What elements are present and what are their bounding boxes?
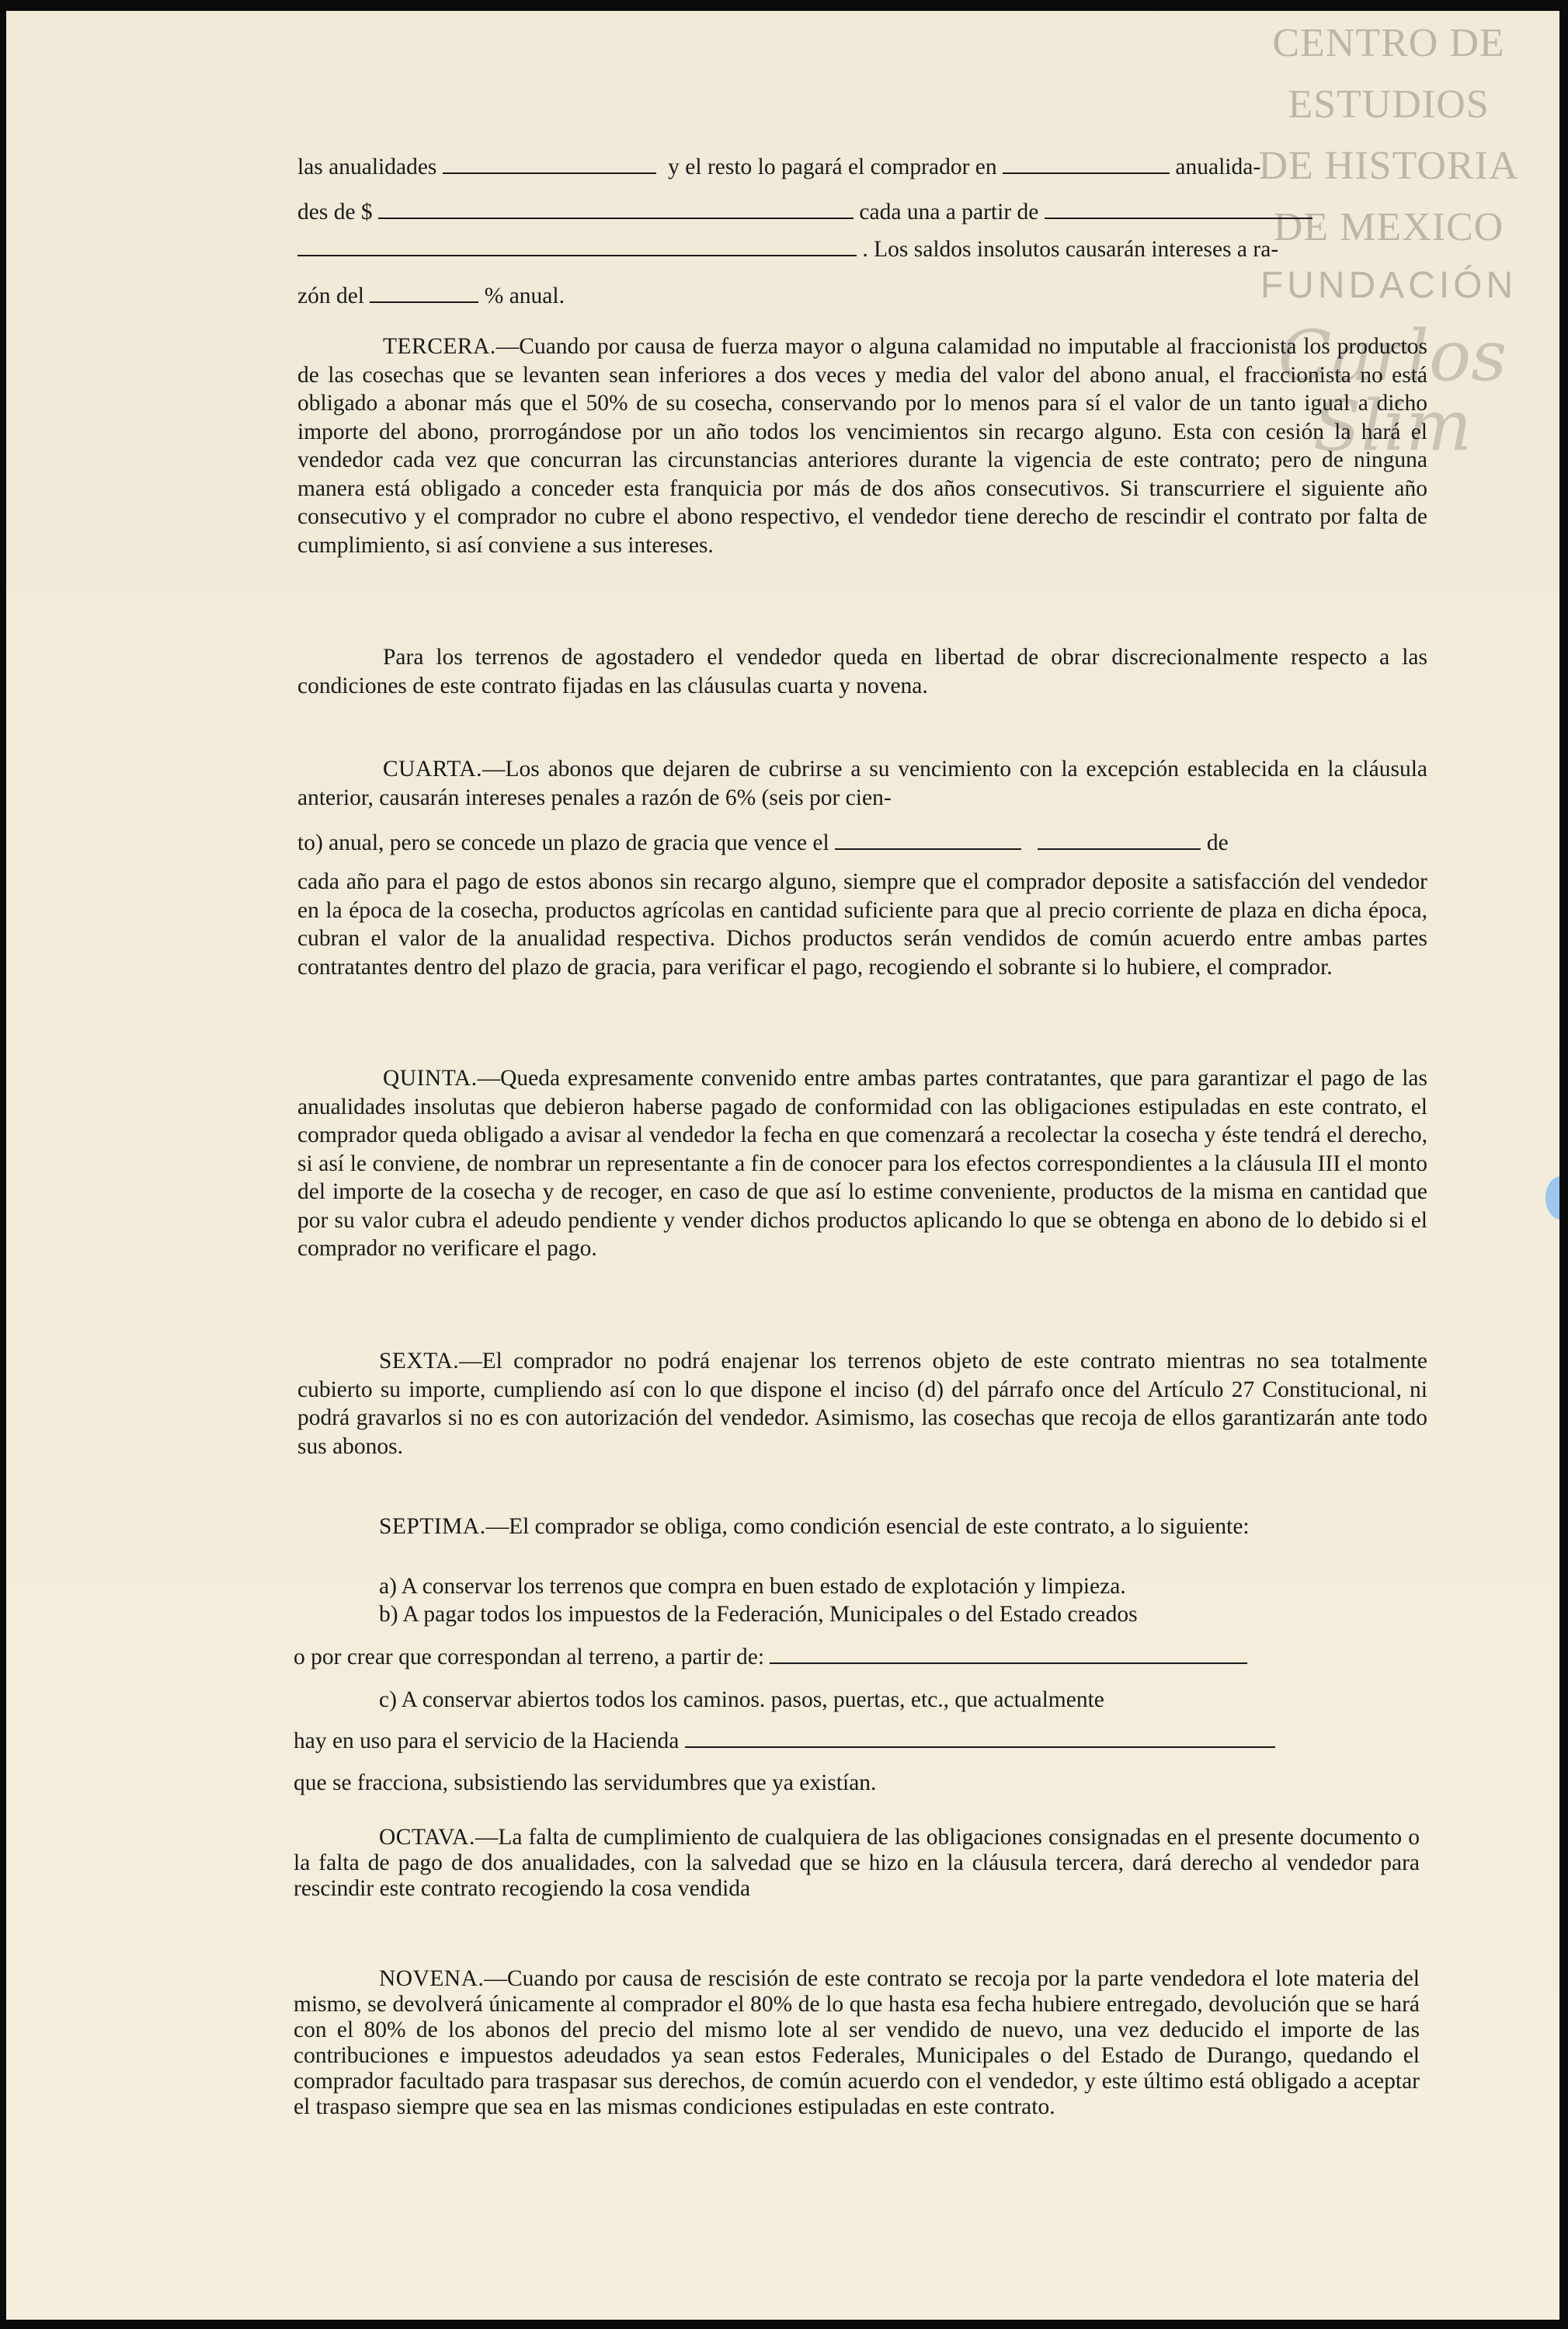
cuarta-fill-line <box>297 828 1229 856</box>
blank-field <box>685 1726 1275 1748</box>
header-line-1 <box>297 152 1260 180</box>
blank-field <box>1003 152 1170 174</box>
agostadero-paragraph <box>297 643 1427 700</box>
septima-item-c-cont <box>294 1726 1275 1754</box>
watermark-signature-icon: Carlos Slim <box>1278 315 1507 467</box>
clause-title: SEPTIMA. <box>379 1514 486 1539</box>
contract-text <box>6 11 1559 2320</box>
text: de <box>1206 830 1229 855</box>
clause-body: cada año para el pago de estos abonos sin recargo alguno, siempre que el comprador deposite a satisfacción del vendedor en la época de la cosecha, productos agrícolas en cantidad suficiente para que al precio corriente de plaza en dicha época, cubran el valor de la anualidad respectiva. Dichos productos serán vendidos de común acuerdo entre ambas partes contratantes dentro del plazo de gracia, para verificar el pago, recogiendo el sobrante si lo hubiere, el comprador. <box>297 869 1427 980</box>
clause-cuarta <box>297 755 1427 812</box>
clause-title: OCTAVA. <box>379 1825 475 1850</box>
header-line-2 <box>297 197 1312 225</box>
clause-octava <box>294 1825 1420 1902</box>
clause-septima <box>294 1513 1420 1541</box>
blank-field <box>378 197 854 219</box>
document-page <box>6 11 1559 2320</box>
clause-body: —Los abonos que dejaren de cubrirse a su vencimiento con la excepción establecida en la cláusula anterior, causarán intereses penales a razón de 6% (seis por cien- <box>297 757 1427 810</box>
text: las anualidades <box>297 155 437 179</box>
clause-body: —Cuando por causa de fuerza mayor o alguna calamidad no imputable al fraccionista los productos de las cosechas que se levanten sean inferiores a dos veces y media del valor del abono anual, el fraccionista no está obligado a abonar más que el 50% de su cosecha, conservando por lo menos para sí el valor de un tanto igual a dicho importe del abono, prorrogándose por un año todos los vencimientos sin recargo alguno. Esta con cesión la hará el vendedor cada vez que concurran las circunstancias anteriores durante la vigencia de este contrato; pero de ninguna manera está obligado a conceder esta franquicia por más de dos años consecutivos. Si transcurriere el siguiente año consecutivo y el comprador no cubre el abono respectivo, el vendedor tiene derecho de rescindir el contrato por falta de cumplimiento, si así conviene a sus intereses. <box>297 334 1427 558</box>
clause-title: CUARTA. <box>383 757 483 782</box>
clause-title: SEXTA. <box>379 1349 460 1373</box>
text: % anual. <box>484 284 565 308</box>
septima-item-c-end: que se fracciona, subsistiendo las servidumbres que ya existían. <box>294 1770 877 1795</box>
blank-field <box>1038 828 1201 850</box>
text: des de $ <box>297 200 373 225</box>
clause-tercera <box>297 332 1427 559</box>
text: y el resto lo pagará el comprador en <box>668 155 997 179</box>
clause-title: QUINTA. <box>383 1066 478 1091</box>
clause-title: TERCERA. <box>383 334 496 359</box>
blank-field <box>835 828 1021 850</box>
text: . Los saldos insolutos causarán intereses a ra- <box>862 237 1279 262</box>
text: to) anual, pero se concede un plazo de gracia que vence el <box>297 830 829 855</box>
cuarta-continuation <box>297 868 1427 981</box>
watermark-line: DE HISTORIA <box>1258 144 1519 188</box>
septima-item-b: b) A pagar todos los impuestos de la Federación, Municipales o del Estado creados <box>379 1602 1138 1627</box>
septima-item-c: c) A conservar abiertos todos los caminos. pasos, puertas, etc., que actualmente <box>379 1687 1104 1712</box>
clause-body: —El comprador no podrá enajenar los terrenos objeto de este contrato mientras no sea totalmente cubierto su importe, cumpliendo así con lo que dispone el inciso (d) del párrafo once del Artículo 27 Constitucional, ni podrá gravarlos si no es con autorización del vendedor. Asimismo, las cosechas que recoja de ellos garantizarán ante todo sus abonos. <box>297 1349 1427 1459</box>
clause-body: —Queda expresamente convenido entre ambas partes contratantes, que para garantizar el pago de las anualidades insolutas que debieron haberse pagado de conformidad con las obligaciones estipuladas en este contrato, el comprador queda obligado a avisar al vendedor la fecha en que comenzará a recolectar la cosecha y éste tendrá el derecho, si así le conviene, de nombrar un representante a fin de conocer para los efectos correspondientes a la cláusula III el monto del importe de la cosecha y de recoger, en caso de que así lo estime conveniente, productos de la misma en cantidad que por su valor cubra el adeudo pendiente y vender dichos productos aplicando lo que se obtenga en abono de lo debido si el comprador no verificare el pago. <box>297 1066 1427 1261</box>
blank-field <box>770 1642 1247 1664</box>
blank-field <box>370 281 478 303</box>
text: anualida- <box>1175 155 1261 179</box>
clause-body: —Cuando por causa de rescisión de este contrato se recoja por la parte vendedora el lote materia del mismo, se devolverá únicamente al comprador el 80% de lo que hasta esa fecha hubiere entregado, devolución que se hará con el 80% de los abonos del precio del mismo lote al ser vendido de nuevo, una vez deducido el importe de las contribuciones e impuestos adeudados ya sean estos Federales, Municipales o del Estado de Durango, quedando el comprador facultado para traspasar sus derechos, de común acuerdo con el vendedor, y este último está obligado a aceptar el traspaso siempre que sea en las mismas condiciones estipuladas en este contrato. <box>294 1966 1420 2119</box>
blank-field <box>297 235 857 256</box>
clause-body: —El comprador se obliga, como condición esencial de este contrato, a lo siguiente: <box>485 1514 1250 1539</box>
clause-body: —La falta de cumplimiento de cualquiera de las obligaciones consignadas en el presente documento o la falta de pago de dos anualidades, con la salvedad que se hizo en la cláusula tercera, dará derecho al vendedor para rescindir este contrato recogiendo la cosa vendida <box>294 1825 1420 1901</box>
paragraph-body: Para los terrenos de agostadero el vendedor queda en libertad de obrar discrecionalmente respecto a las condiciones de este contrato fijadas en las cláusulas cuarta y novena. <box>297 645 1427 698</box>
text: zón del <box>297 284 365 308</box>
watermark-line: CENTRO DE <box>1272 21 1505 65</box>
text: cada una a partir de <box>859 200 1039 225</box>
watermark-foundation: FUNDACIÓN <box>1260 265 1518 306</box>
watermark-line: ESTUDIOS <box>1288 82 1490 127</box>
text: o por crear que correspondan al terreno, a partir de: <box>294 1645 765 1669</box>
header-line-4 <box>297 281 565 309</box>
header-line-3 <box>297 235 1278 263</box>
watermark-line: DE MEXICO <box>1273 205 1504 249</box>
blank-field <box>1045 197 1312 219</box>
septima-item-b-cont <box>294 1642 1247 1670</box>
text: hay en uso para el servicio de la Hacienda <box>294 1728 680 1753</box>
clause-quinta <box>297 1064 1427 1263</box>
blank-field <box>443 152 656 174</box>
clause-title: NOVENA. <box>379 1966 485 1991</box>
clause-sexta <box>297 1347 1427 1460</box>
septima-item-a: a) A conservar los terrenos que compra en buen estado de explotación y limpieza. <box>379 1574 1126 1599</box>
clause-novena <box>294 1966 1420 2120</box>
